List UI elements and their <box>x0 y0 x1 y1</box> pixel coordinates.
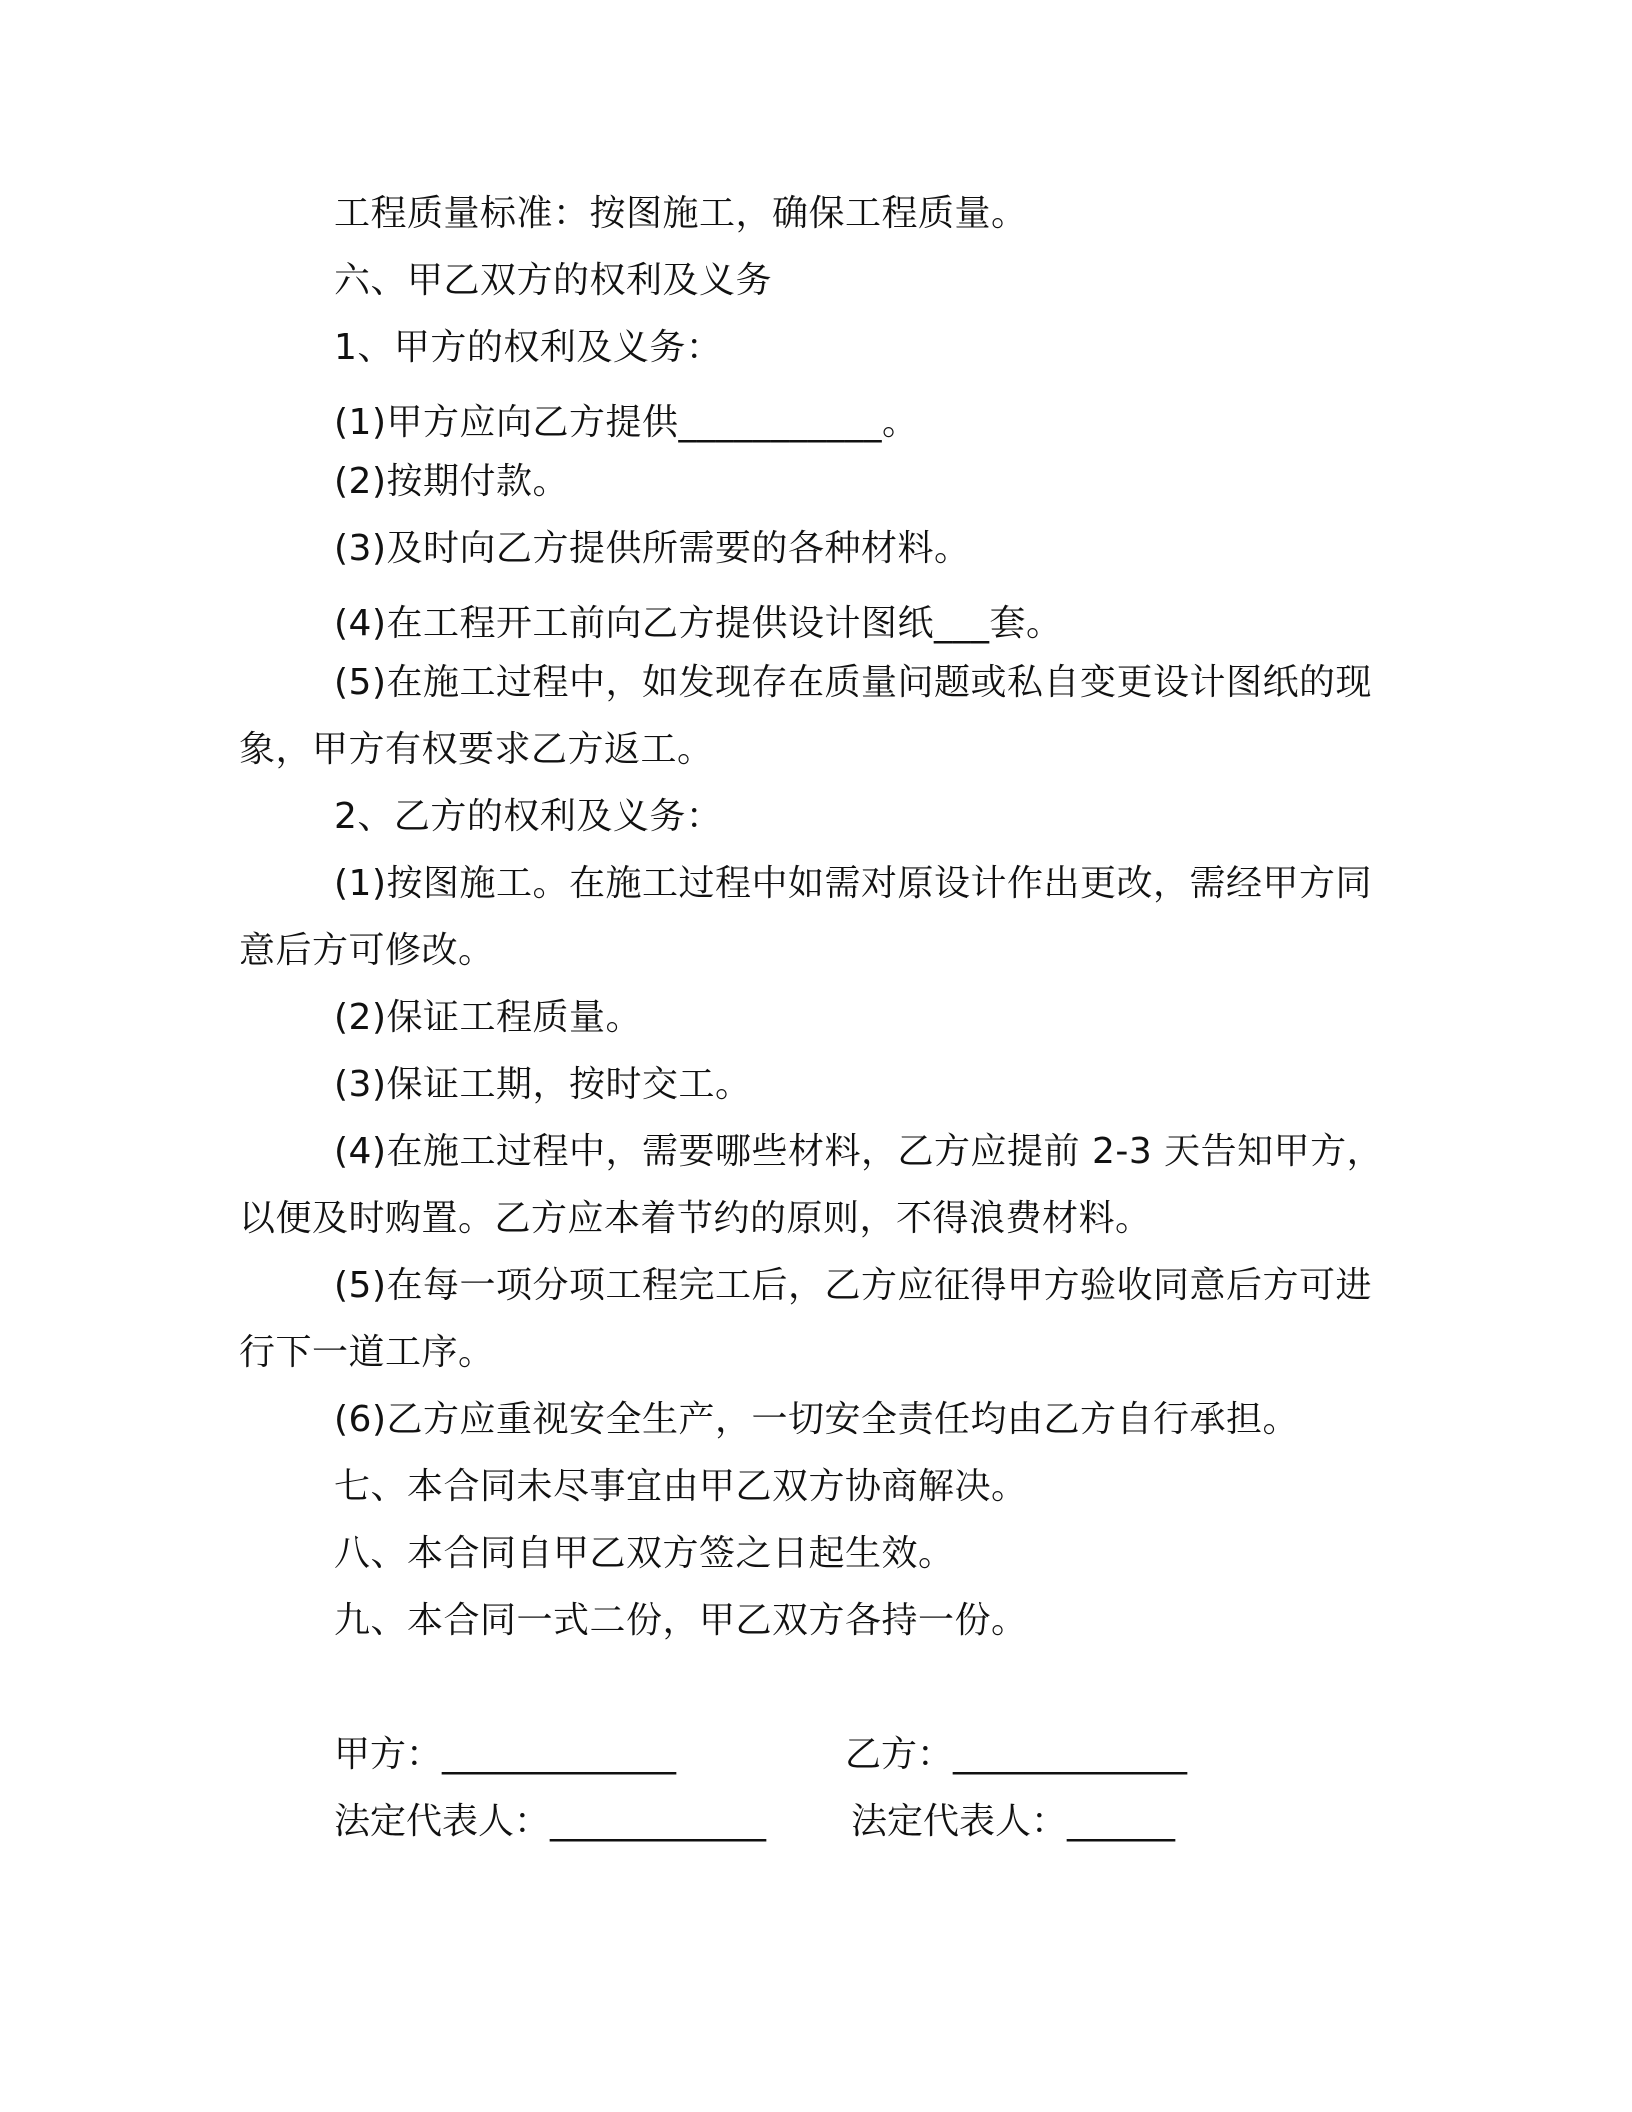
party-b-item-4-line-2: 以便及时购置。乙方应本着节约的原则，不得浪费材料。 <box>239 1198 1152 1239</box>
party-b-item-5-line-2: 行下一道工序。 <box>239 1332 495 1373</box>
party-a-signature: 甲方：_____________ <box>334 1734 677 1775</box>
party-a-rights-heading: 1、甲方的权利及义务： <box>334 327 723 368</box>
party-b-item-1-line-1: (1)按图施工。在施工过程中如需对原设计作出更改，需经甲方同 <box>334 863 1372 904</box>
party-a-item-5-line-1: (5)在施工过程中，如发现存在质量问题或私自变更设计图纸的现 <box>334 662 1372 703</box>
party-b-item-6: (6)乙方应重视安全生产，一切安全责任均由乙方自行承担。 <box>334 1399 1299 1440</box>
section-six-heading: 六、甲乙双方的权利及义务 <box>334 260 773 301</box>
section-eight: 八、本合同自甲乙双方签之日起生效。 <box>334 1533 955 1574</box>
party-b-signature: 乙方：_____________ <box>845 1734 1188 1775</box>
party-a-item-1: (1)甲方应向乙方提供___________。 <box>334 402 919 443</box>
party-b-item-2: (2)保证工程质量。 <box>334 997 642 1038</box>
party-a-item-5-line-2: 象，甲方有权要求乙方返工。 <box>239 729 714 770</box>
section-seven: 七、本合同未尽事宜由甲乙双方协商解决。 <box>334 1466 1028 1507</box>
quality-standard-line: 工程质量标准：按图施工，确保工程质量。 <box>334 193 1028 234</box>
party-b-item-5-line-1: (5)在每一项分项工程完工后，乙方应征得甲方验收同意后方可进 <box>334 1265 1372 1306</box>
party-b-item-4-line-1: (4)在施工过程中，需要哪些材料，乙方应提前 2-3 天告知甲方， <box>334 1131 1384 1172</box>
party-a-item-2: (2)按期付款。 <box>334 461 569 502</box>
party-b-rights-heading: 2、乙方的权利及义务： <box>334 796 723 837</box>
party-a-representative: 法定代表人：____________ <box>334 1801 767 1842</box>
section-nine: 九、本合同一式二份，甲乙双方各持一份。 <box>334 1600 1028 1641</box>
party-a-item-3: (3)及时向乙方提供所需要的各种材料。 <box>334 528 971 569</box>
party-a-item-4: (4)在工程开工前向乙方提供设计图纸___套。 <box>334 603 1063 644</box>
party-b-representative: 法定代表人：______ <box>851 1801 1176 1842</box>
party-b-item-3: (3)保证工期，按时交工。 <box>334 1064 752 1105</box>
party-b-item-1-line-2: 意后方可修改。 <box>239 930 495 971</box>
